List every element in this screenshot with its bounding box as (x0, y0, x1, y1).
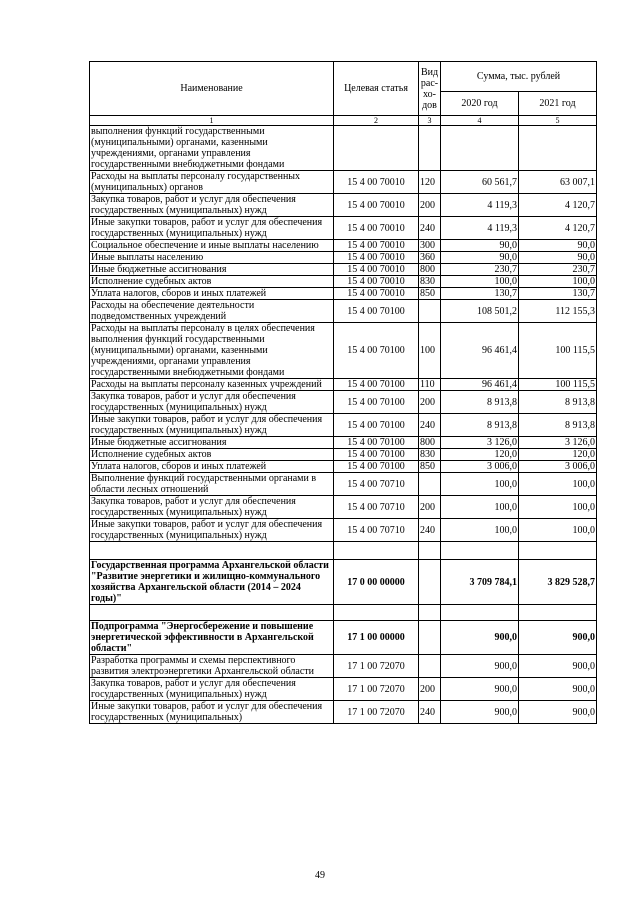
row-2021-cell: 130,7 (519, 288, 597, 300)
empty-cell (419, 605, 441, 621)
row-vid-cell: 100 (419, 323, 441, 379)
row-vid-cell: 240 (419, 701, 441, 724)
table-row (90, 678, 597, 701)
column-number: 1 (90, 116, 334, 126)
column-number: 4 (441, 116, 519, 126)
row-code-cell: 17 1 00 72070 (334, 655, 419, 678)
table-row (90, 461, 597, 473)
row-name-cell: Выполнение функций государственными органами в области лесных отношений (90, 473, 334, 496)
row-code-cell: 15 4 00 70100 (334, 461, 419, 473)
row-name-cell: Расходы на выплаты персоналу в целях обеспечения выполнения функций государственными (муниципальными) органами, казенными учреждениями, органами управления государственными внебюджетными фондами (90, 323, 334, 379)
row-2021-cell: 4 120,7 (519, 217, 597, 240)
row-2020-cell: 100,0 (441, 473, 519, 496)
row-name-cell: Иные выплаты населению (90, 252, 334, 264)
row-vid-cell (419, 300, 441, 323)
row-2020-cell (441, 126, 519, 171)
row-2021-cell (519, 126, 597, 171)
row-code-cell: 17 1 00 72070 (334, 701, 419, 724)
table-row (90, 194, 597, 217)
row-2021-cell: 900,0 (519, 701, 597, 724)
empty-cell (519, 605, 597, 621)
row-2021-cell: 8 913,8 (519, 414, 597, 437)
row-2021-cell: 112 155,3 (519, 300, 597, 323)
table-row (90, 701, 597, 724)
table-row (90, 414, 597, 437)
table-row (90, 560, 597, 605)
row-name-cell: Расходы на выплаты персоналу государственных (муниципальных) органов (90, 171, 334, 194)
row-code-cell: 15 4 00 70100 (334, 379, 419, 391)
header-sum: Сумма, тыс. рублей (441, 62, 597, 92)
row-vid-cell: 110 (419, 379, 441, 391)
empty-cell (334, 605, 419, 621)
header-year-2021: 2021 год (519, 92, 597, 116)
row-code-cell: 15 4 00 70010 (334, 217, 419, 240)
row-2020-cell: 3 126,0 (441, 437, 519, 449)
row-2021-cell: 230,7 (519, 264, 597, 276)
empty-cell (90, 542, 334, 560)
row-code-cell: 15 4 00 70010 (334, 194, 419, 217)
row-code-cell: 15 4 00 70100 (334, 437, 419, 449)
row-vid-cell (419, 473, 441, 496)
row-vid-cell: 200 (419, 391, 441, 414)
row-code-cell: 17 1 00 00000 (334, 621, 419, 655)
table-row (90, 300, 597, 323)
row-code-cell: 17 0 00 00000 (334, 560, 419, 605)
table-row (90, 655, 597, 678)
row-2021-cell: 90,0 (519, 252, 597, 264)
table-row (90, 437, 597, 449)
row-name-cell: Иные закупки товаров, работ и услуг для обеспечения государственных (муниципальных) нужд (90, 414, 334, 437)
row-2021-cell: 3 126,0 (519, 437, 597, 449)
row-vid-cell (419, 655, 441, 678)
row-2021-cell: 4 120,7 (519, 194, 597, 217)
row-2020-cell: 900,0 (441, 701, 519, 724)
row-name-cell: Расходы на обеспечение деятельности подведомственных учреждений (90, 300, 334, 323)
table-row (90, 264, 597, 276)
row-name-cell: Подпрограмма "Энергосбережение и повышение энергетической эффективности в Архангельской области" (90, 621, 334, 655)
row-name-cell: выполнения функций государственными (муниципальными) органами, казенными учреждениями, органами управления государственными внебюджетными фондами (90, 126, 334, 171)
row-2021-cell: 100 115,5 (519, 379, 597, 391)
row-2021-cell: 90,0 (519, 240, 597, 252)
table-row (90, 473, 597, 496)
empty-cell (441, 605, 519, 621)
row-2020-cell: 90,0 (441, 240, 519, 252)
row-2020-cell: 3 709 784,1 (441, 560, 519, 605)
row-name-cell: Закупка товаров, работ и услуг для обеспечения государственных (муниципальных) нужд (90, 391, 334, 414)
row-2020-cell: 60 561,7 (441, 171, 519, 194)
row-code-cell: 15 4 00 70100 (334, 391, 419, 414)
row-2020-cell: 130,7 (441, 288, 519, 300)
table-row (90, 126, 597, 171)
row-name-cell: Иные бюджетные ассигнования (90, 437, 334, 449)
row-code-cell: 15 4 00 70010 (334, 276, 419, 288)
row-code-cell: 15 4 00 70010 (334, 264, 419, 276)
row-2020-cell: 3 006,0 (441, 461, 519, 473)
table-row (90, 217, 597, 240)
row-vid-cell: 800 (419, 264, 441, 276)
budget-table (89, 61, 597, 724)
column-number: 5 (519, 116, 597, 126)
row-vid-cell: 830 (419, 276, 441, 288)
row-2021-cell: 8 913,8 (519, 391, 597, 414)
row-vid-cell: 240 (419, 519, 441, 542)
row-name-cell: Иные закупки товаров, работ и услуг для обеспечения государственных (муниципальных) (90, 701, 334, 724)
row-name-cell: Разработка программы и схемы перспективного развития электроэнергетики Архангельской области (90, 655, 334, 678)
row-2020-cell: 108 501,2 (441, 300, 519, 323)
table-row (90, 379, 597, 391)
row-2021-cell: 100 115,5 (519, 323, 597, 379)
row-name-cell: Уплата налогов, сборов и иных платежей (90, 288, 334, 300)
row-code-cell: 15 4 00 70710 (334, 519, 419, 542)
spacer-row (90, 542, 597, 560)
row-vid-cell (419, 126, 441, 171)
row-vid-cell: 200 (419, 194, 441, 217)
row-vid-cell: 200 (419, 678, 441, 701)
table-row (90, 323, 597, 379)
header-name: Наименование (90, 62, 334, 116)
row-2020-cell: 96 461,4 (441, 323, 519, 379)
empty-cell (519, 542, 597, 560)
table-row (90, 449, 597, 461)
table-row (90, 519, 597, 542)
row-name-cell: Расходы на выплаты персоналу казенных учреждений (90, 379, 334, 391)
row-2021-cell: 100,0 (519, 519, 597, 542)
row-code-cell: 15 4 00 70100 (334, 414, 419, 437)
row-code-cell: 15 4 00 70010 (334, 288, 419, 300)
row-2021-cell: 3 006,0 (519, 461, 597, 473)
empty-cell (90, 605, 334, 621)
row-code-cell: 17 1 00 72070 (334, 678, 419, 701)
row-2020-cell: 120,0 (441, 449, 519, 461)
row-name-cell: Закупка товаров, работ и услуг для обеспечения государственных (муниципальных) нужд (90, 496, 334, 519)
row-2020-cell: 100,0 (441, 276, 519, 288)
empty-cell (334, 542, 419, 560)
row-2021-cell: 100,0 (519, 276, 597, 288)
table-row (90, 252, 597, 264)
row-2021-cell: 900,0 (519, 655, 597, 678)
row-vid-cell: 830 (419, 449, 441, 461)
row-name-cell: Уплата налогов, сборов и иных платежей (90, 461, 334, 473)
row-2021-cell: 3 829 528,7 (519, 560, 597, 605)
row-2021-cell: 120,0 (519, 449, 597, 461)
row-vid-cell: 200 (419, 496, 441, 519)
row-2020-cell: 100,0 (441, 519, 519, 542)
row-name-cell: Иные бюджетные ассигнования (90, 264, 334, 276)
row-vid-cell: 300 (419, 240, 441, 252)
row-vid-cell: 240 (419, 217, 441, 240)
row-code-cell: 15 4 00 70100 (334, 300, 419, 323)
column-number-row (90, 116, 597, 126)
spacer-row (90, 605, 597, 621)
row-2020-cell: 8 913,8 (441, 414, 519, 437)
row-name-cell: Закупка товаров, работ и услуг для обеспечения государственных (муниципальных) нужд (90, 194, 334, 217)
row-2020-cell: 900,0 (441, 621, 519, 655)
row-code-cell: 15 4 00 70010 (334, 171, 419, 194)
row-code-cell: 15 4 00 70010 (334, 252, 419, 264)
row-2020-cell: 4 119,3 (441, 194, 519, 217)
row-2020-cell: 900,0 (441, 678, 519, 701)
header-year-2020: 2020 год (441, 92, 519, 116)
row-vid-cell (419, 621, 441, 655)
row-code-cell: 15 4 00 70710 (334, 496, 419, 519)
row-2021-cell: 63 007,1 (519, 171, 597, 194)
row-2020-cell: 96 461,4 (441, 379, 519, 391)
empty-cell (419, 542, 441, 560)
row-name-cell: Иные закупки товаров, работ и услуг для обеспечения государственных (муниципальных) нужд (90, 519, 334, 542)
column-number: 3 (419, 116, 441, 126)
column-number: 2 (334, 116, 419, 126)
table-row (90, 391, 597, 414)
empty-cell (441, 542, 519, 560)
row-2021-cell: 100,0 (519, 473, 597, 496)
row-2020-cell: 4 119,3 (441, 217, 519, 240)
row-2020-cell: 230,7 (441, 264, 519, 276)
table-row (90, 288, 597, 300)
page-number: 49 (315, 870, 325, 881)
row-vid-cell: 360 (419, 252, 441, 264)
row-2020-cell: 100,0 (441, 496, 519, 519)
row-code-cell: 15 4 00 70100 (334, 449, 419, 461)
row-vid-cell: 120 (419, 171, 441, 194)
row-name-cell: Закупка товаров, работ и услуг для обеспечения государственных (муниципальных) нужд (90, 678, 334, 701)
header-vid: Вид рас- хо- дов (419, 62, 441, 116)
header-code: Целевая статья (334, 62, 419, 116)
row-name-cell: Государственная программа Архангельской области "Развитие энергетики и жилищно-коммунального хозяйства Архангельской области (2014 – 2024 годы)" (90, 560, 334, 605)
row-vid-cell: 240 (419, 414, 441, 437)
row-name-cell: Иные закупки товаров, работ и услуг для обеспечения государственных (муниципальных) нужд (90, 217, 334, 240)
row-2020-cell: 8 913,8 (441, 391, 519, 414)
table-row (90, 496, 597, 519)
table-row (90, 276, 597, 288)
row-code-cell (334, 126, 419, 171)
table-row (90, 171, 597, 194)
row-2021-cell: 900,0 (519, 678, 597, 701)
row-2021-cell: 100,0 (519, 496, 597, 519)
table-row (90, 240, 597, 252)
table-row (90, 621, 597, 655)
row-code-cell: 15 4 00 70710 (334, 473, 419, 496)
row-code-cell: 15 4 00 70100 (334, 323, 419, 379)
row-name-cell: Исполнение судебных актов (90, 276, 334, 288)
row-code-cell: 15 4 00 70010 (334, 240, 419, 252)
row-vid-cell: 800 (419, 437, 441, 449)
row-name-cell: Социальное обеспечение и иные выплаты населению (90, 240, 334, 252)
row-vid-cell: 850 (419, 461, 441, 473)
row-vid-cell: 850 (419, 288, 441, 300)
row-vid-cell (419, 560, 441, 605)
row-2021-cell: 900,0 (519, 621, 597, 655)
row-name-cell: Исполнение судебных актов (90, 449, 334, 461)
row-2020-cell: 90,0 (441, 252, 519, 264)
row-2020-cell: 900,0 (441, 655, 519, 678)
